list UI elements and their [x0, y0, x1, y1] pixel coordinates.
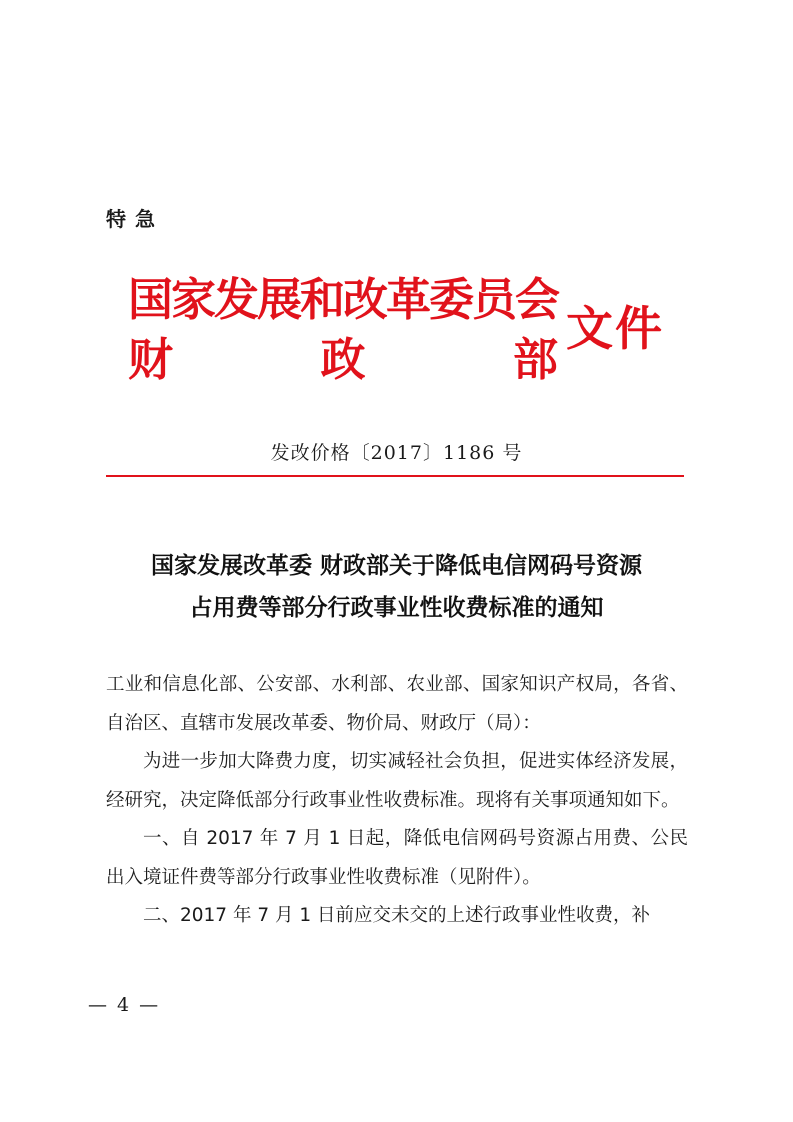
recipients-paragraph: 工业和信息化部、公安部、水利部、农业部、国家知识产权局，各省、自治区、直辖市发展改革委、物价局、财政厅（局）： [106, 674, 688, 734]
issuer-char: 部 [512, 333, 558, 386]
urgency-label: 特急 [106, 207, 164, 231]
issuer-char: 财 [128, 333, 174, 386]
page-number: — 4 — [88, 994, 161, 1016]
title-line: 占用费等部分行政事业性收费标准的通知 [189, 595, 604, 621]
red-separator-line [106, 475, 684, 477]
body-paragraph: 为进一步加大降费力度，切实减轻社会负担，促进实体经济发展，经研究，决定降低部分行政事业性收费标准。现将有关事项通知如下。 [106, 751, 688, 811]
title-line: 国家发展改革委 财政部关于降低电信网码号资源 [150, 553, 642, 579]
body-paragraph: 二、2017 年 7 月 1 日前应交未交的上述行政事业性收费，补 [143, 905, 651, 926]
document-title [0, 545, 793, 629]
issuer-char: 政 [320, 333, 366, 386]
document-body [106, 666, 688, 936]
issuer-header [128, 272, 688, 392]
issuer-line-ndrc: 国家发展和改革委员会 [128, 273, 559, 326]
issuer-line-mof [128, 332, 558, 388]
document-number: 发改价格〔2017〕1186 号 [270, 442, 523, 464]
issuer-suffix: 文件 [566, 302, 664, 357]
body-paragraph: 一、自 2017 年 7 月 1 日起，降低电信网码号资源占用费、公民出入境证件费等部分行政事业性收费标准（见附件）。 [106, 828, 688, 888]
